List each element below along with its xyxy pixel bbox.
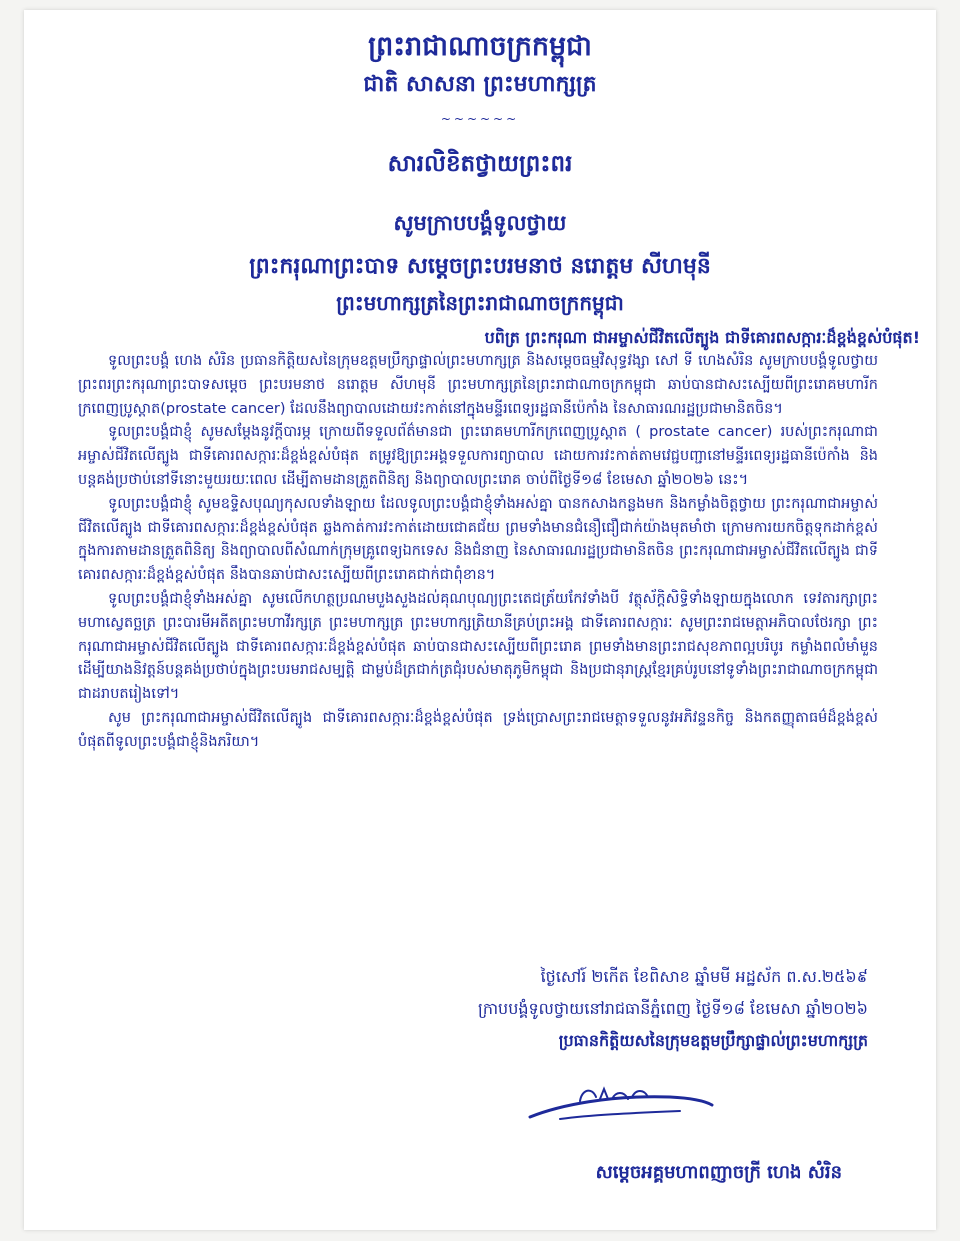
address-line-3: ព្រះមហាក្សត្រនៃព្រះរាជាណាចក្រកម្ពុជា xyxy=(336,291,624,315)
paragraph-4: ទូលព្រះបង្គំជាខ្ញុំទាំងអស់គ្នា សូមលើកហត្ថប្រណមបួងសួងដល់គុណបុណ្យព្រះតេជត្រ័យកែវទាំងបី វត្ថុស័ក្តិសិទ្ធិទាំងឡាយក្នុងលោក ទេវតារក្សាព្រះមហាស្វេតច្ឆត្រ ព្រះបារមីអតីតព្រះមហាវីរក្សត្រ ព្រះមហាក្សត្រ ព្រះមហាក្សត្រិយានីគ្រប់ព្រះអង្គ ជាទីគោរពសក្ការៈ សូមព្រះរាជមេត្តាអភិបាលថែរក្សា ព្រះករុណាជាអម្ចាស់ជីវិតលើត្បូង ជាទីគោរពសក្ការៈដ៏ខ្ពង់ខ្ពស់បំផុត ឆាប់បានជាសះស្បើយពីព្រះរោគ ព្រមទាំងមានព្រះរាជសុខភាពល្អបរិបូរ កម្លាំងពលំមាំមួន ដើម្បីយាងនិវត្តន៍បន្តគង់ប្រថាប់ក្នុងព្រះបរមរាជសម្បត្តិ ជាម្លប់ដ៏ត្រជាក់ត្រជុំរបស់មាតុភូមិកម្ពុជា និងប្រជានុរាស្ត្រខ្មែរគ្រប់រូបនៅទូទាំងព្រះរាជាណាចក្រកម្ពុជា ជាដរាបតរៀងទៅ។ xyxy=(78,590,878,703)
solar-date: ក្រាបបង្គំទូលថ្វាយនៅរាជធានីភ្នំពេញ ថ្ងៃទី១៨ ខែមេសា ឆ្នាំ២០២៦ xyxy=(478,999,868,1018)
paragraph-5: សូម ព្រះករុណាជាអម្ចាស់ជីវិតលើត្បូង ជាទីគោរពសក្ការៈដ៏ខ្ពង់ខ្ពស់បំផុត ទ្រង់ប្រោសព្រះរាជមេត្តាទទួលនូវអភិវន្ទនកិច្ច និងកតញ្ញុតាធម៌ដ៏ខ្ពង់ខ្ពស់បំផុតពីទូលព្រះបង្គំជាខ្ញុំនិងភរិយា។ xyxy=(78,709,878,750)
signer-name: សម្តេចអគ្គមហាពញាចក្រី ហេង សំរិន xyxy=(595,1162,842,1183)
address-line-1: សូមក្រាបបង្គំទូលថ្វាយ xyxy=(393,211,567,235)
signer-position: ប្រធានកិត្តិយសនៃក្រុមឧត្តមប្រឹក្សាផ្ទាល់ព្រះមហាក្សត្រ xyxy=(558,1031,868,1050)
lunar-date: ថ្ងៃសៅរ៍ ២កើត ខែពិសាខ ឆ្នាំមមី អដ្ឋស័ក ព.ស.២៥៦៩ xyxy=(540,967,868,986)
motto-heading: ជាតិ សាសនា ព្រះមហាក្សត្រ xyxy=(363,72,597,97)
paragraph-2: ទូលព្រះបង្គំជាខ្ញុំ សូមសម្តែងនូវក្តីបារម្ភ ក្រោយពីទទួលព័ត៌មានជា ព្រះរោគមហារីកក្រពេញប្រូស្តាត ( prostate cancer) របស់ព្រះករុណាជាអម្ចាស់ជីវិតលើត្បូង ជាទីគោរពសក្ការៈដ៏ខ្ពង់ខ្ពស់បំផុត តម្រូវឱ្យព្រះអង្គទទួលការព្យាបាល ដោយការវះកាត់តាមវេជ្ជបញ្ជានៅមន្ទីរពេទ្យរដ្ឋធានីប៉េកាំង និងបន្តគង់ប្រថាប់នៅទីនោះមួយរយៈពេល ដើម្បីតាមដានត្រួតពិនិត្យ និងព្យាបាលព្រះរោគ ចាប់ពីថ្ងៃទី១៨ ខែមេសា ឆ្នាំ២០២៦ នេះ។ xyxy=(78,424,878,488)
ornament-divider: ~~~~~~ xyxy=(440,112,520,126)
letter-body xyxy=(78,350,878,755)
signature-image xyxy=(520,1075,720,1145)
greeting-line: បពិត្រ ព្រះករុណា ជាអម្ចាស់ជីវិតលើត្បូង ជាទីគោរពសក្ការៈដ៏ខ្ពង់ខ្ពស់បំផុត! xyxy=(484,328,920,347)
address-line-2: ព្រះករុណាព្រះបាទ សម្តេចព្រះបរមនាថ នរោត្តម សីហមុនី xyxy=(249,254,711,279)
document-title: សារលិខិតថ្វាយព្រះពរ xyxy=(387,151,573,177)
paragraph-1: ទូលព្រះបង្គំ ហេង សំរិន ប្រធានកិត្តិយសនៃក្រុមឧត្តមប្រឹក្សាផ្ទាល់ព្រះមហាក្សត្រ និងសម្តេចធម្មវិសុទ្ធវង្សា សៅ ទី ហេងសំរិន សូមក្រាបបង្គំទូលថ្វាយព្រះពរព្រះករុណាព្រះបាទសម្តេច ព្រះបរមនាថ នរោត្តម សីហមុនី ព្រះមហាក្សត្រនៃព្រះរាជាណាចក្រកម្ពុជា ឆាប់បានជាសះស្បើយពីព្រះរោគមហារីកក្រពេញប្រូស្តាត(prostate cancer) ដែលនឹងព្យាបាលដោយវះកាត់នៅក្នុងមន្ទីរពេទ្យរដ្ឋធានីប៉េកាំង នៃសាធារណរដ្ឋប្រជាមានិតចិន។ xyxy=(78,353,878,417)
paragraph-3: ទូលព្រះបង្គំជាខ្ញុំ សូមឧទ្ទិសបុណ្យកុសលទាំងឡាយ ដែលទូលព្រះបង្គំជាខ្ញុំទាំងអស់គ្នា បានកសាងកន្លងមក និងកម្លាំងចិត្តថ្វាយ ព្រះករុណាជាអម្ចាស់ជីវិតលើត្បូង ជាទីគោរពសក្ការៈដ៏ខ្ពង់ខ្ពស់បំផុត ឆ្លងកាត់ការវះកាត់ដោយជោគជ័យ ព្រមទាំងមានជំនឿជឿជាក់យ៉ាងមុតមាំថា ក្រោមការយកចិត្តទុកដាក់ខ្ពស់ក្នុងការតាមដានត្រួតពិនិត្យ និងព្យាបាលពីសំណាក់ក្រុមគ្រូពេទ្យឯកទេស និងជំនាញ នៃសាធារណរដ្ឋប្រជាមានិតចិន ព្រះករុណាជាអម្ចាស់ជីវិតលើត្បូង ជាទីគោរពសក្ការៈដ៏ខ្ពង់ខ្ពស់បំផុត នឹងបានឆាប់ជាសះស្បើយពីព្រះរោគជាក់ជាពុំខាន។ xyxy=(78,495,878,584)
kingdom-heading: ព្រះរាជាណាចក្រកម្ពុជា xyxy=(368,31,592,62)
